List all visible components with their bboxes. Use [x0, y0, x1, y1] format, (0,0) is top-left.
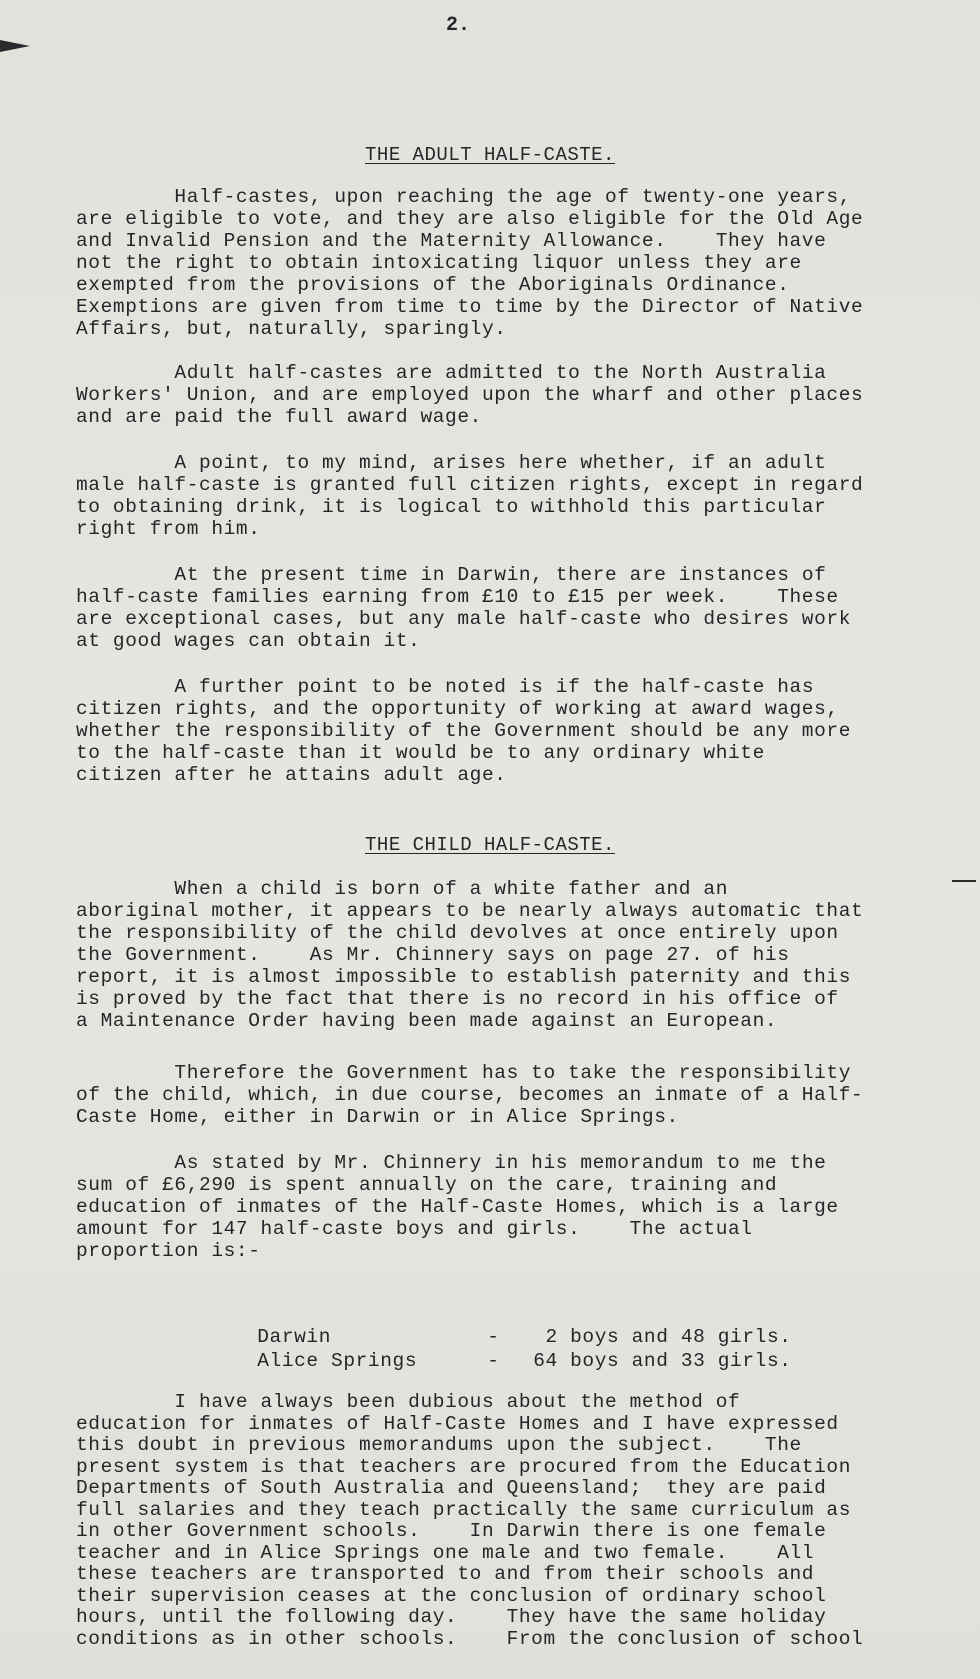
margin-mark-left	[0, 40, 30, 52]
paragraph-adult-5: A further point to be noted is if the half-caste has citizen rights, and the opportunity of working at award wages, whether the responsibility of the Government should be any more to the half-caste than it would be to any ordinary white citizen after he attains adult age.	[76, 676, 852, 786]
paragraph-adult-2: Adult half-castes are admitted to the North Australia Workers' Union, and are employed upon the wharf and other places and are paid the full award wage.	[76, 362, 864, 428]
proportion-dash: -	[487, 1350, 500, 1372]
proportion-place: Alice Springs	[257, 1350, 418, 1372]
margin-mark-right	[952, 880, 976, 882]
heading-child-half-caste: THE CHILD HALF-CASTE.	[365, 834, 615, 856]
page-number: 2.	[446, 14, 471, 37]
paragraph-child-1: When a child is born of a white father and an aboriginal mother, it appears to be nearly always automatic that the responsibility of the child devolves at once entirely upon the Government. As Mr. Chinnery says on page 27. of his report, it is almost impossible to establish paternity and this is proved by the fact that there is no record in his office of a Maintenance Order having been made against an European.	[76, 878, 864, 1032]
proportion-row-alice-springs	[208, 1328, 792, 1394]
proportion-place: Darwin	[257, 1326, 332, 1348]
paragraph-adult-4: At the present time in Darwin, there are instances of half-caste families earning from £10 to £15 per week. These are exceptional cases, but any male half-caste who desires work at good wages can obtain it.	[76, 564, 852, 652]
paragraph-child-2: Therefore the Government has to take the responsibility of the child, which, in due course, becomes an inmate of a Half- Caste Home, either in Darwin or in Alice Springs.	[76, 1062, 864, 1128]
proportion-dash: -	[487, 1326, 500, 1348]
paragraph-child-3: As stated by Mr. Chinnery in his memorandum to me the sum of £6,290 is spent annually on the care, training and education of inmates of the Half-Caste Homes, which is a large amount for 147 half-caste boys and girls. The actual proportion is:-	[76, 1152, 839, 1262]
proportion-counts: 2 boys and 48 girls.	[533, 1326, 792, 1348]
heading-adult-half-caste: THE ADULT HALF-CASTE.	[365, 144, 615, 166]
proportion-counts: 64 boys and 33 girls.	[533, 1350, 792, 1372]
paragraph-child-closing: I have always been dubious about the method of education for inmates of Half-Caste Homes and I have expressed this doubt in previous memorandums upon the subject. The present system is that teachers are procured from the Education Departments of South Australia and Queensland; they are paid full salaries and they teach practically the same curriculum as in other Government schools. In Darwin there is one female teacher and in Alice Springs one male and two female. All these teachers are transported to and from their schools and their supervision ceases at the conclusion of ordinary school hours, until the following day. They have the same holiday conditions as in other schools. From the conclusion of school	[76, 1391, 864, 1650]
paragraph-adult-3: A point, to my mind, arises here whether, if an adult male half-caste is granted full citizen rights, except in regard to obtaining drink, it is logical to withhold this particular right from him.	[76, 452, 864, 540]
paragraph-adult-1: Half-castes, upon reaching the age of twenty-one years, are eligible to vote, and they are also eligible for the Old Age and Invalid Pension and the Maternity Allowance. They have not the right to obtain intoxicating liquor unless they are exempted from the provisions of the Aboriginals Ordinance. Exemptions are given from time to time by the Director of Native Affairs, but, naturally, sparingly.	[76, 186, 864, 340]
